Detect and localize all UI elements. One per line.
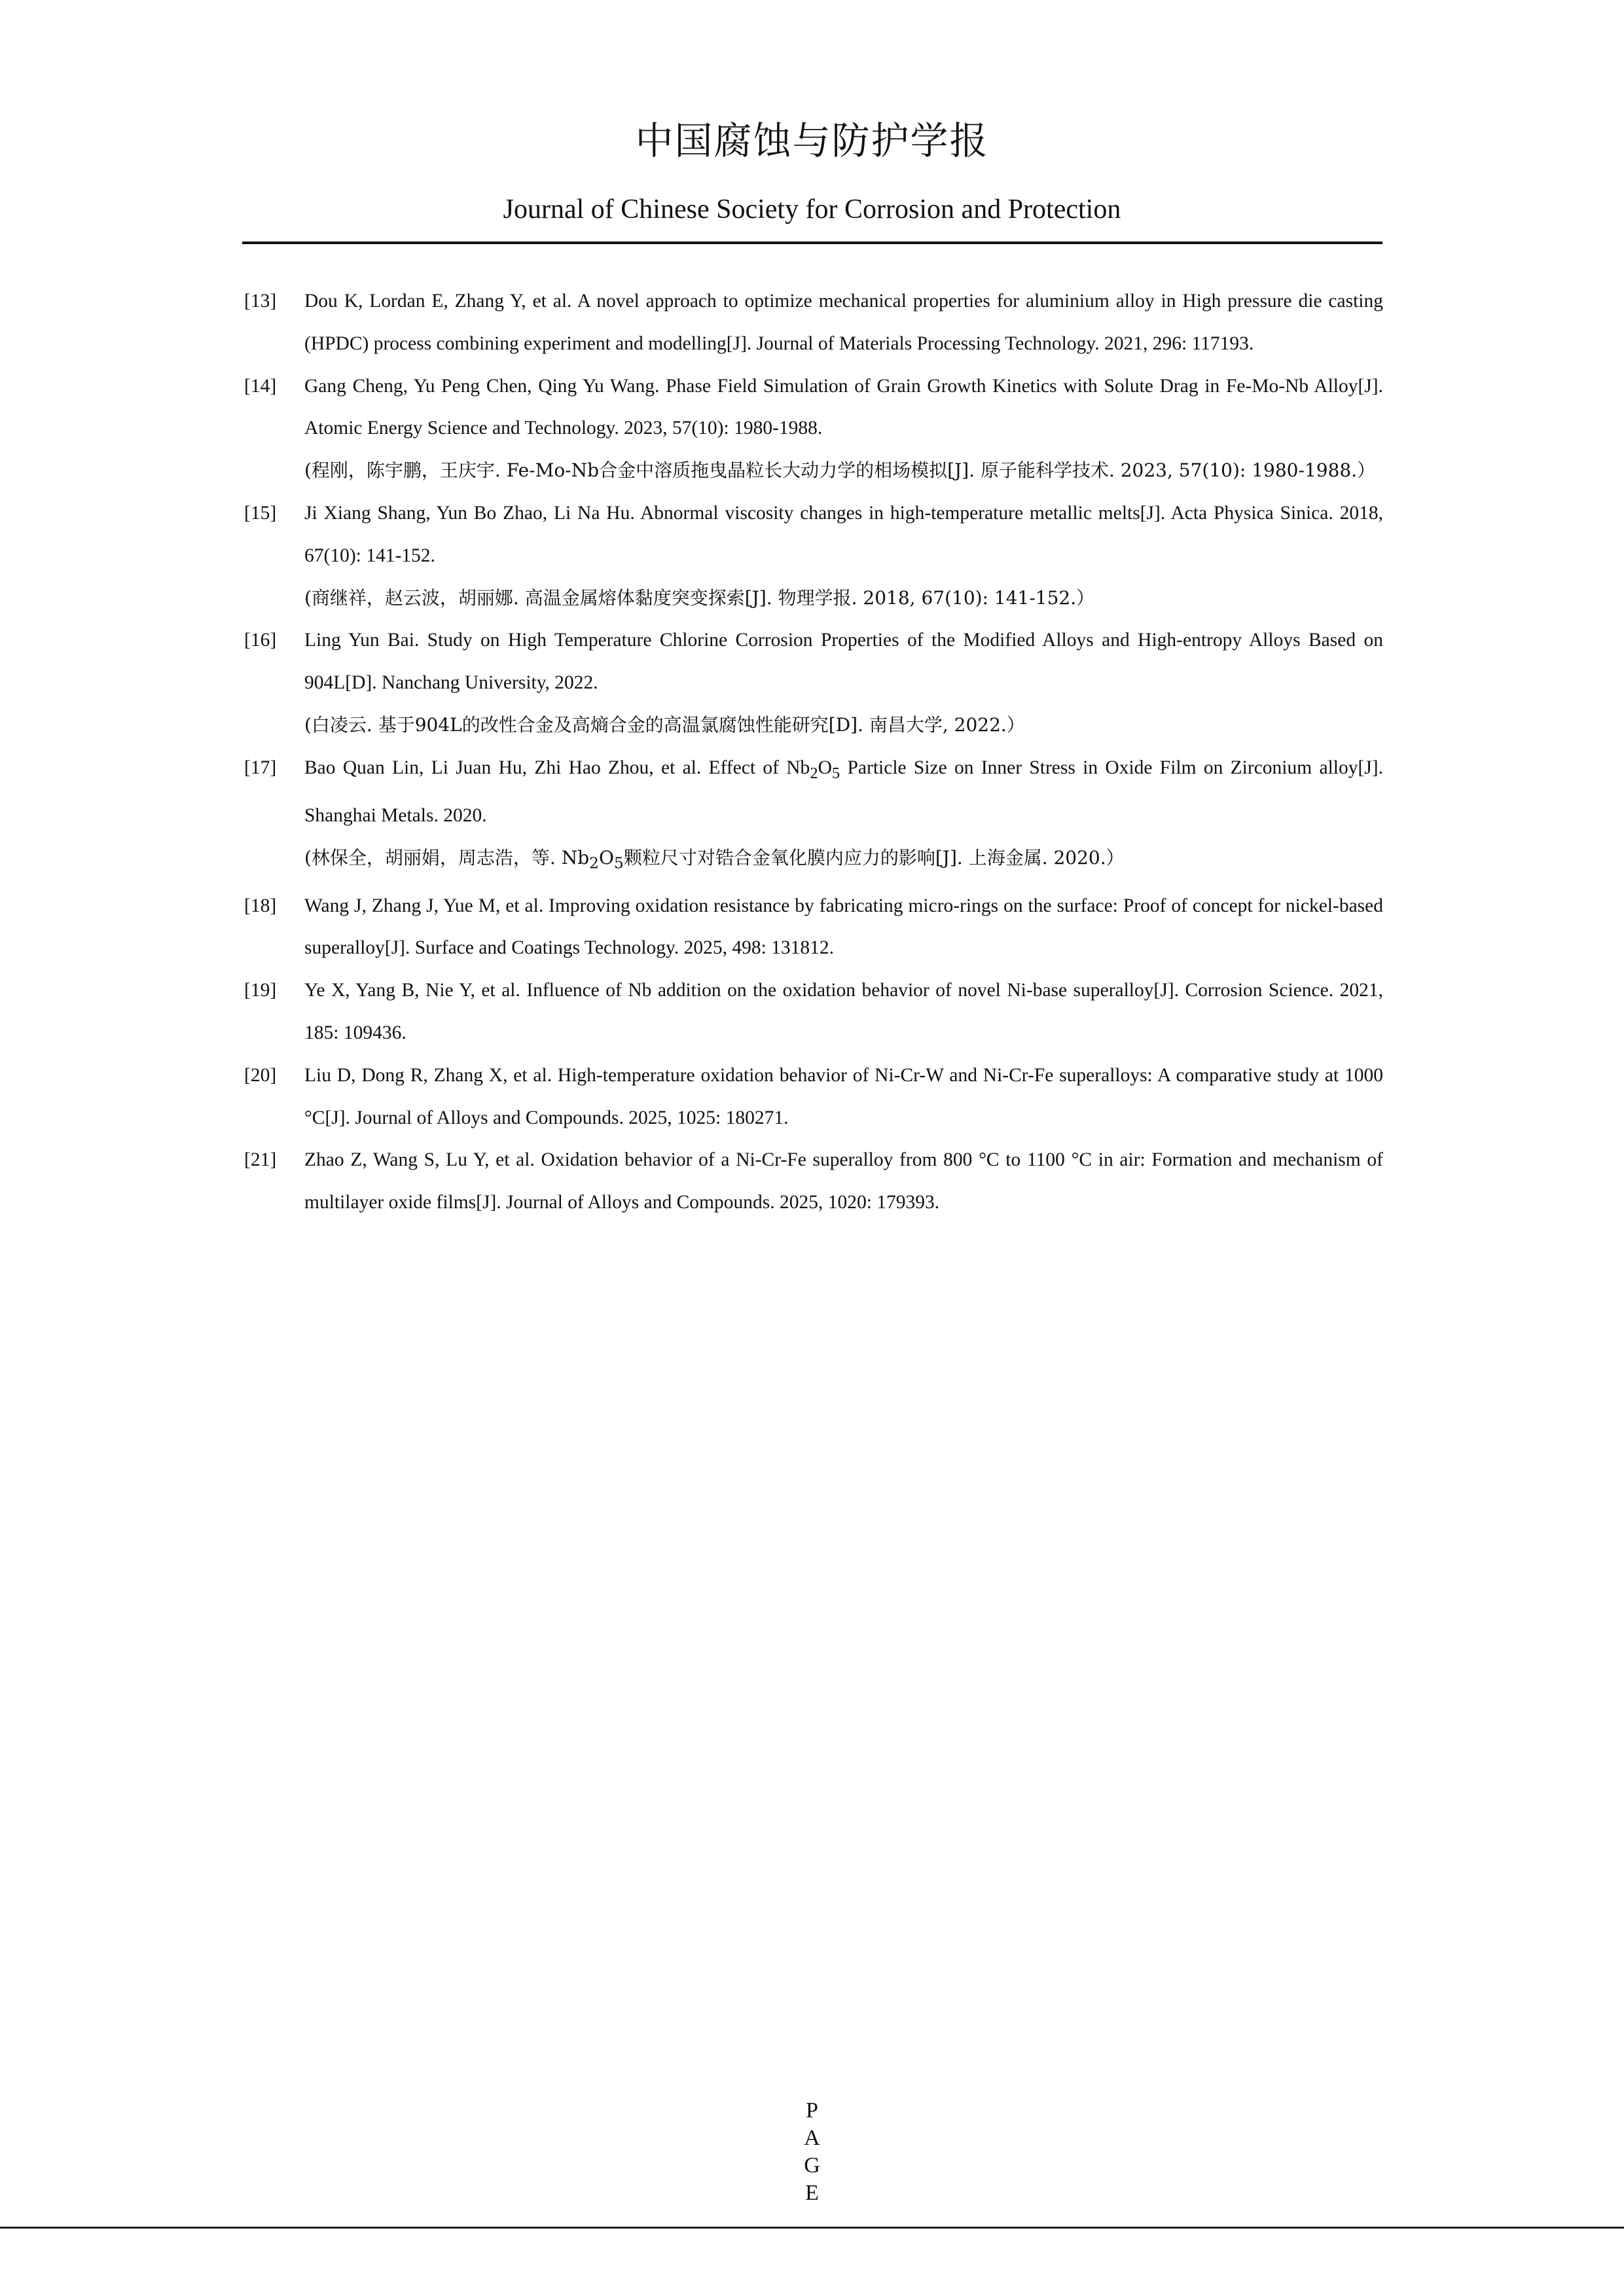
page-number-field <box>0 2097 1624 2207</box>
reference-text: Gang Cheng, Yu Peng Chen, Qing Yu Wang. Phase Field Simulation of Grain Growth Kinetics with Solute Drag in Fe-Mo-Nb Alloy[J]. Atomic Energy Science and Technology. 2023, 57(10): 1980-1988. <box>304 375 1383 439</box>
reference-text-part: Bao Quan Lin, Li Juan Hu, Zhi Hao Zhou, et al. Effect of Nb <box>304 757 810 778</box>
reference-text-part: (林保全，胡丽娟，周志浩，等. Nb <box>304 847 590 869</box>
reference-item <box>244 280 1383 365</box>
reference-text <box>304 757 1383 827</box>
reference-text-part: 颗粒尺寸对锆合金氧化膜内应力的影响[J]. 上海金属. 2020.） <box>623 847 1125 869</box>
reference-item <box>244 492 1383 619</box>
reference-text-cn <box>304 837 1383 884</box>
journal-title-en: Journal of Chinese Society for Corrosion and Protection <box>503 194 1121 224</box>
subscript: 2 <box>810 764 818 782</box>
reference-item <box>244 969 1383 1054</box>
reference-text: Wang J, Zhang J, Yue M, et al. Improving oxidation resistance by fabricating micro-rings on the surface: Proof of concept for nickel-based superalloy[J]. Surface and Coatings Technology. 2025, 498: 131812. <box>304 895 1383 959</box>
header-divider <box>242 242 1382 244</box>
subscript: 2 <box>589 853 599 872</box>
subscript: 5 <box>831 764 840 782</box>
reference-number: [17] <box>244 757 277 778</box>
reference-number: [16] <box>244 630 277 651</box>
reference-number: [15] <box>244 502 277 524</box>
reference-item <box>244 365 1383 492</box>
reference-item <box>244 885 1383 970</box>
reference-text: Ye X, Yang B, Nie Y, et al. Influence of Nb addition on the oxidation behavior of novel Ni-base superalloy[J]. Corrosion Science. 2021, 185: 109436. <box>304 980 1383 1044</box>
reference-item <box>244 619 1383 746</box>
subscript: 5 <box>613 853 624 872</box>
reference-text: Ji Xiang Shang, Yun Bo Zhao, Li Na Hu. Abnormal viscosity changes in high-temperature metallic melts[J]. Acta Physica Sinica. 2018, 67(10): 141-152. <box>304 502 1383 566</box>
reference-number: [21] <box>244 1149 277 1171</box>
reference-list <box>244 280 1383 1224</box>
reference-text-cn: (白凌云. 基于904L的改性合金及高熵合金的高温氯腐蚀性能研究[D]. 南昌大学, 2022.） <box>304 713 1025 736</box>
page-field-letter: E <box>805 2181 819 2205</box>
reference-number: [14] <box>244 375 277 397</box>
footer-divider <box>0 2227 1624 2229</box>
reference-text-part: O <box>599 847 614 869</box>
page-field-letter: A <box>804 2126 820 2150</box>
journal-title-cn: 中国腐蚀与防护学报 <box>635 118 989 163</box>
reference-text-cn: (程刚，陈宇鹏，王庆宇. Fe-Mo-Nb合金中溶质拖曳晶粒长大动力学的相场模拟[J]. 原子能科学技术. 2023, 57(10): 1980-1988.） <box>304 459 1376 482</box>
reference-item <box>244 1054 1383 1139</box>
reference-item <box>244 747 1383 885</box>
reference-number: [13] <box>244 291 277 312</box>
page-field-letter: G <box>804 2153 820 2178</box>
reference-text: Ling Yun Bai. Study on High Temperature Chlorine Corrosion Properties of the Modified Alloys and High-entropy Alloys Based on 904L[D]. Nanchang University, 2022. <box>304 630 1383 694</box>
reference-text: Liu D, Dong R, Zhang X, et al. High-temperature oxidation behavior of Ni-Cr-W and Ni-Cr-Fe superalloys: A comparative study at 1000 °C[J]. Journal of Alloys and Compounds. 2025, 1025: 180271. <box>304 1064 1383 1128</box>
page-field-letter: P <box>806 2098 818 2123</box>
reference-item <box>244 1139 1383 1224</box>
reference-text-cn: (商继祥，赵云波，胡丽娜. 高温金属熔体黏度突变探索[J]. 物理学报. 2018, 67(10): 141-152.） <box>304 586 1095 609</box>
reference-number: [18] <box>244 895 277 916</box>
reference-text: Zhao Z, Wang S, Lu Y, et al. Oxidation behavior of a Ni-Cr-Fe superalloy from 800 °C to 1100 °C in air: Formation and mechanism of multilayer oxide films[J]. Journal of Alloys and Compounds. 2025, 1020: 179393. <box>304 1149 1383 1213</box>
reference-text: Dou K, Lordan E, Zhang Y, et al. A novel approach to optimize mechanical properties for aluminium alloy in High pressure die casting (HPDC) process combining experiment and modelling[J]. Journal of Materials Processing Technology. 2021, 296: 117193. <box>304 291 1383 354</box>
reference-text-part: O <box>818 757 832 778</box>
reference-number: [19] <box>244 980 277 1001</box>
reference-text-part: Particle Size on Inner Stress in Oxide Film on Zirconium alloy[J]. Shanghai Metals. 2020. <box>304 757 1383 827</box>
reference-number: [20] <box>244 1064 277 1086</box>
